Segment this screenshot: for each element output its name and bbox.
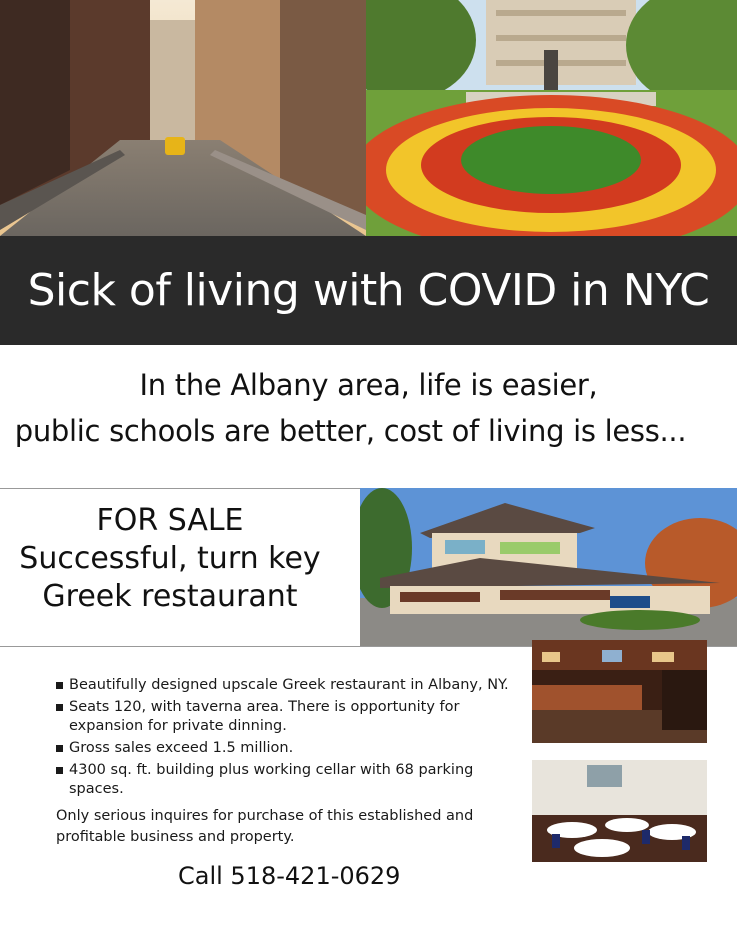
feature-item: Beautifully designed upscale Greek restaurant in Albany, NY. — [56, 676, 526, 695]
feature-item: Seats 120, with taverna area. There is opportunity for expansion for private dinning. — [56, 698, 526, 736]
bar-interior-photo — [532, 640, 707, 743]
albany-capitol-park-photo — [366, 0, 737, 236]
for-sale-heading — [0, 502, 340, 616]
intro-line-2: public schools are better, cost of living is less... — [14, 414, 687, 448]
feature-list — [56, 676, 526, 802]
divider-top — [0, 488, 360, 489]
feature-item: Gross sales exceed 1.5 million. — [56, 739, 526, 758]
headline-text: Sick of living with COVID in NYC — [27, 265, 710, 316]
for-sale-line-2: Successful, turn key — [19, 541, 321, 576]
phone-contact[interactable]: Call 518-421-0629 — [178, 862, 401, 890]
intro-line-1: In the Albany area, life is easier, — [139, 368, 598, 402]
restaurant-exterior-photo — [360, 488, 737, 646]
for-sale-line-3: Greek restaurant — [42, 579, 298, 614]
dining-room-photo — [532, 760, 707, 862]
inquiry-note: Only serious inquires for purchase of this established and profitable business and property. — [56, 808, 474, 845]
feature-item: 4300 sq. ft. building plus working cellar with 68 parking spaces. — [56, 761, 526, 799]
nyc-street-photo — [0, 0, 366, 236]
for-sale-line-1: FOR SALE — [96, 503, 244, 538]
